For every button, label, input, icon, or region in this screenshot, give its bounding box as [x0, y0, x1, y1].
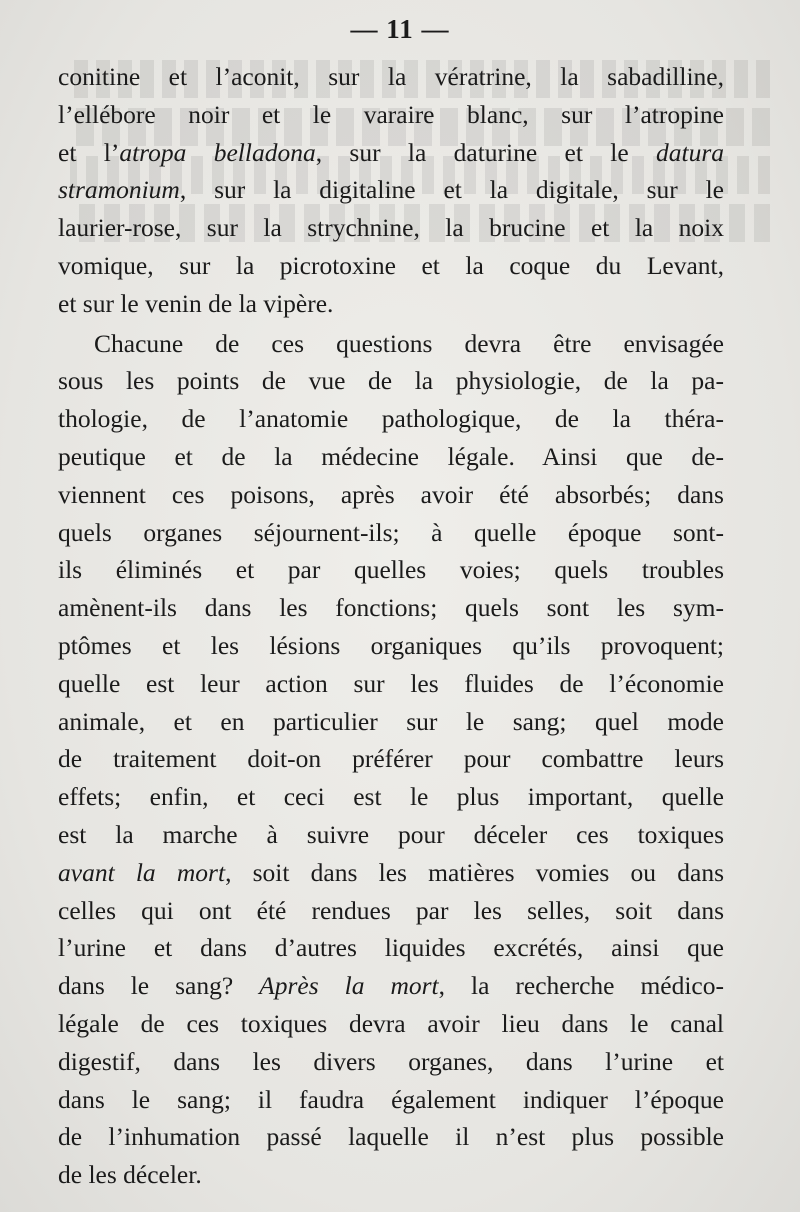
text-run: quelle est leur action sur les fluides de l’économie: [58, 668, 724, 698]
text-line: [58, 627, 724, 665]
text-run: légale de ces toxiques devra avoir lieu dans le canal: [58, 1008, 724, 1038]
italic-run: atropa belladona: [119, 137, 316, 167]
page-number: — 11 —: [350, 14, 450, 44]
text-run: peutique et de la médecine légale. Ainsi que de-: [58, 441, 724, 471]
text-run: est la marche à suivre pour déceler ces toxiques: [58, 819, 724, 849]
text-line: [58, 1081, 724, 1119]
text-line: [58, 967, 724, 1005]
text-line: [58, 551, 724, 589]
text-line: [58, 740, 724, 778]
text-run: et sur le venin de la vipère.: [58, 288, 334, 318]
italic-run: datura: [655, 137, 724, 167]
text-line: [58, 362, 724, 400]
text-run: et l’: [58, 137, 120, 167]
text-line: [58, 665, 724, 703]
text-line: [58, 209, 724, 247]
text-line: [58, 134, 724, 172]
text-line: [58, 476, 724, 514]
text-run: , sur la digitaline et la digitale, sur le: [179, 175, 724, 205]
text-run: laurier-rose, sur la strychnine, la brucine et la noix: [58, 213, 724, 243]
text-line: [58, 929, 724, 967]
text-line: [58, 400, 724, 438]
text-run: , la recherche médico-: [438, 971, 724, 1001]
paragraph: [58, 325, 724, 1194]
text-run: viennent ces poisons, après avoir été absorbés; dans: [58, 479, 724, 509]
text-line: [58, 1043, 724, 1081]
italic-run: stramonium: [58, 175, 180, 205]
italic-run: avant la mort: [58, 857, 226, 887]
text-run: ils éliminés et par quelles voies; quels troubles: [58, 555, 724, 585]
paragraph: [58, 58, 724, 323]
text-line: [58, 816, 724, 854]
text-run: amènent-ils dans les fonctions; quels sont les sym-: [58, 593, 724, 623]
text-run: de les déceler.: [58, 1160, 202, 1190]
text-run: thologie, de l’anatomie pathologique, de la théra-: [58, 404, 724, 434]
text-line: [58, 778, 724, 816]
text-run: Chacune de ces questions devra être envisagée: [94, 328, 724, 358]
text-line: [58, 438, 724, 476]
text-run: dans le sang; il faudra également indiquer l’époque: [58, 1084, 724, 1114]
text-run: , sur la daturine et le: [315, 137, 656, 167]
text-run: , soit dans les matières vomies ou dans: [225, 857, 724, 887]
text-line: [58, 325, 724, 363]
text-run: celles qui ont été rendues par les selles, soit dans: [58, 895, 724, 925]
text-line: [58, 892, 724, 930]
text-line: [58, 1118, 724, 1156]
text-run: digestif, dans les divers organes, dans l’urine et: [58, 1046, 724, 1076]
text-run: effets; enfin, et ceci est le plus important, quelle: [58, 782, 724, 812]
text-run: vomique, sur la picrotoxine et la coque du Levant,: [58, 250, 724, 280]
italic-run: Après la mort: [259, 971, 439, 1001]
text-line: [58, 247, 724, 285]
body-text: [58, 58, 724, 1194]
text-run: conitine et l’aconit, sur la vératrine, la sabadilline,: [58, 62, 724, 91]
text-line: [58, 514, 724, 552]
text-run: quels organes séjournent-ils; à quelle époque sont-: [58, 517, 724, 547]
text-line: [58, 58, 724, 96]
text-run: de traitement doit-on préférer pour combattre leurs: [58, 744, 724, 774]
text-line: [58, 703, 724, 741]
text-line: [58, 285, 724, 323]
text-line: [58, 171, 724, 209]
text-line: [58, 1156, 724, 1194]
text-run: ptômes et les lésions organiques qu’ils provoquent;: [58, 630, 724, 660]
text-run: l’ellébore noir et le varaire blanc, sur l’atropine: [58, 99, 724, 129]
text-line: [58, 1005, 724, 1043]
text-line: [58, 589, 724, 627]
text-run: sous les points de vue de la physiologie, de la pa-: [58, 366, 724, 396]
text-run: l’urine et dans d’autres liquides excrétés, ainsi que: [58, 933, 724, 963]
text-run: animale, et en particulier sur le sang; quel mode: [58, 706, 724, 736]
text-line: [58, 96, 724, 134]
text-run: de l’inhumation passé laquelle il n’est plus possible: [58, 1122, 724, 1152]
text-line: [58, 854, 724, 892]
text-run: dans le sang?: [58, 971, 260, 1001]
